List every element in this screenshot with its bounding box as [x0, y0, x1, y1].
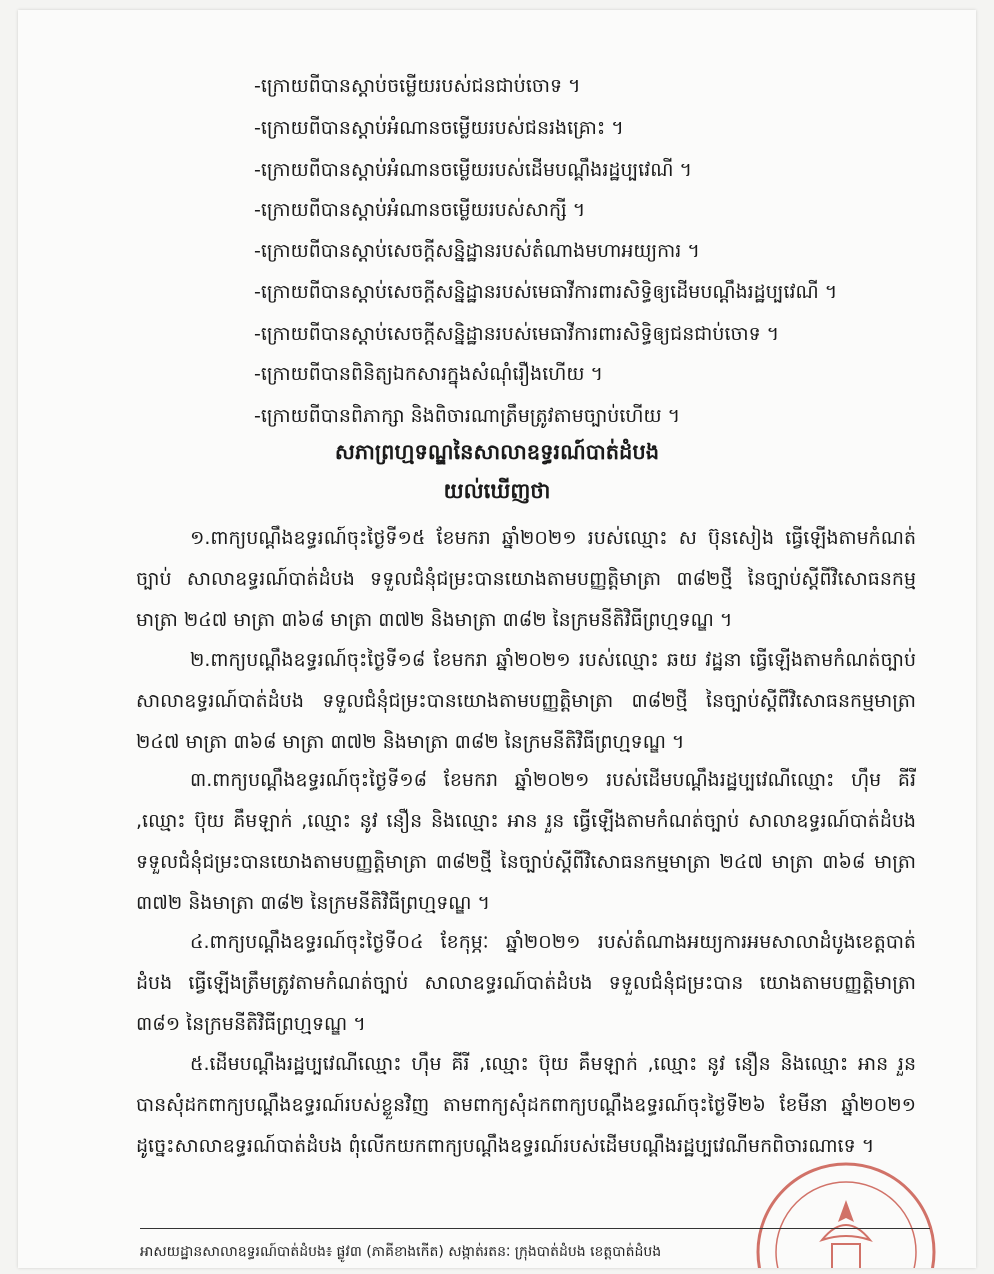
footer-rule [140, 1228, 930, 1229]
findings-heading: យល់ឃើញថា [443, 478, 551, 503]
finding-paragraph: ២.ពាក្យបណ្តឹងឧទ្ធរណ៍ចុះថ្ងៃទី១៨ ខែមករា ឆ្នាំ២០២១ របស់ឈ្មោះ ឆយ វដ្ឋនា ធ្វើឡើងតាមកំណត់ច្បាប់ សាលាឧទ្ធរណ៍បាត់ដំបង ទទួលជំនុំជម្រះបានយោងតាមបញ្ញត្តិមាត្រា ៣៨២ថ្មី នៃច្បាប់ស្តីពីវិសោធនកម្មមាត្រា ២៤៧ មាត្រា ៣៦៨ មាត្រា ៣៧២ និងមាត្រា ៣៨២ នៃក្រមនីតិវិធីព្រហ្មទណ្ឌ ។ [136, 649, 916, 753]
footer-address: អាសយដ្ឋានសាលាឧទ្ធរណ៍បាត់ដំបង៖ ផ្លូវ៣ (ភាគីខាងកើត) សង្កាត់រតនៈ ក្រុងបាត់ដំបង ខេត្តបាត់ដំបង [140, 1244, 662, 1260]
intro-line: -ក្រោយពីបានពិនិត្យឯកសារក្នុងសំណុំរឿងហើយ ។ [254, 363, 604, 385]
chamber-heading: សភាព្រហ្មទណ្ឌនៃសាលាឧទ្ធរណ៍បាត់ដំបង [334, 439, 660, 464]
intro-line: -ក្រោយពីបានស្តាប់សេចក្តីសន្និដ្ឋានរបស់មេធាវីការពារសិទ្ធិឲ្យដើមបណ្តឹងរដ្ឋប្បវេណី ។ [254, 281, 838, 303]
finding-paragraph: ៣.ពាក្យបណ្តឹងឧទ្ធរណ៍ចុះថ្ងៃទី១៨ ខែមករា ឆ្នាំ២០២១ របស់ដើមបណ្តឹងរដ្ឋប្បវេណីឈ្មោះ ហ៊ឹម គីរី ,ឈ្មោះ ប៊ុយ គឹមឡាក់ ,ឈ្មោះ នូវ នឿន និងឈ្មោះ អាន រួន ធ្វើឡើងតាមកំណត់ច្បាប់ សាលាឧទ្ធរណ៍បាត់ដំបង ទទួលជំនុំជម្រះបានយោងតាមបញ្ញត្តិមាត្រា ៣៨២ថ្មី នៃច្បាប់ស្តីពីវិសោធនកម្មមាត្រា ២៤៧ មាត្រា ៣៦៨ មាត្រា ៣៧២ និងមាត្រា ៣៨២ នៃក្រមនីតិវិធីព្រហ្មទណ្ឌ ។ [136, 769, 916, 914]
finding-paragraph: ៥.ដើមបណ្តឹងរដ្ឋប្បវេណីឈ្មោះ ហ៊ឹម គីរី ,ឈ្មោះ ប៊ុយ គឹមឡាក់ ,ឈ្មោះ នូវ នឿន និងឈ្មោះ អាន រួន បានសុំដកពាក្យបណ្តឹងឧទ្ធរណ៍របស់ខ្លួនវិញ តាមពាក្យសុំដកពាក្យបណ្តឹងឧទ្ធរណ៍ចុះថ្ងៃទី២៦ ខែមីនា ឆ្នាំ២០២១ ដូច្នេះសាលាឧទ្ធរណ៍បាត់ដំបង ពុំលើកយកពាក្យបណ្តឹងឧទ្ធរណ៍របស់ដើមបណ្តឹងរដ្ឋប្បវេណីមកពិចារណាទេ ។ [136, 1053, 916, 1157]
intro-line: -ក្រោយពីបានស្តាប់សេចក្តីសន្និដ្ឋានរបស់តំណាងមហាអយ្យការ ។ [254, 240, 700, 262]
intro-line: -ក្រោយពីបានស្តាប់ចម្លើយរបស់ជនជាប់ចោទ ។ [254, 75, 581, 97]
document-page [18, 10, 976, 1268]
court-seal-stamp [736, 1160, 936, 1268]
finding-paragraph: ៤.ពាក្យបណ្តឹងឧទ្ធរណ៍ចុះថ្ងៃទី០៤ ខែកុម្ភៈ ឆ្នាំ២០២១ របស់តំណាងអយ្យការអមសាលាដំបូងខេត្តបាត់ដំបង ធ្វើឡើងត្រឹមត្រូវតាមកំណត់ច្បាប់ សាលាឧទ្ធរណ៍បាត់ដំបង ទទួលជំនុំជម្រះបាន យោងតាមបញ្ញត្តិមាត្រា ៣៨១ នៃក្រមនីតិវិធីព្រហ្មទណ្ឌ ។ [136, 931, 916, 1035]
intro-line: -ក្រោយពីបានស្តាប់អំណានចម្លើយរបស់សាក្សី ។ [254, 199, 586, 221]
intro-line: -ក្រោយពីបានស្តាប់អំណានចម្លើយរបស់ជនរងគ្រោះ ។ [254, 117, 624, 139]
intro-line: -ក្រោយពីបានពិភាក្សា និងពិចារណាត្រឹមត្រូវតាមច្បាប់ហើយ ។ [254, 405, 681, 427]
intro-line: -ក្រោយពីបានស្តាប់អំណានចម្លើយរបស់ដើមបណ្តឹងរដ្ឋប្បវេណី ។ [254, 159, 692, 181]
finding-paragraph: ១.ពាក្យបណ្តឹងឧទ្ធរណ៍ចុះថ្ងៃទី១៥ ខែមករា ឆ្នាំ២០២១ របស់ឈ្មោះ ស ប៊ុនសៀង ធ្វើឡើងតាមកំណត់ច្បាប់ សាលាឧទ្ធរណ៍បាត់ដំបង ទទួលជំនុំជម្រះបានយោងតាមបញ្ញត្តិមាត្រា ៣៨២ថ្មី នៃច្បាប់ស្តីពីវិសោធនកម្មមាត្រា ២៤៧ មាត្រា ៣៦៨ មាត្រា ៣៧២ និងមាត្រា ៣៨២ នៃក្រមនីតិវិធីព្រហ្មទណ្ឌ ។ [136, 527, 916, 631]
intro-line: -ក្រោយពីបានស្តាប់សេចក្តីសន្និដ្ឋានរបស់មេធាវីការពារសិទ្ធិឲ្យជនជាប់ចោទ ។ [254, 323, 780, 345]
